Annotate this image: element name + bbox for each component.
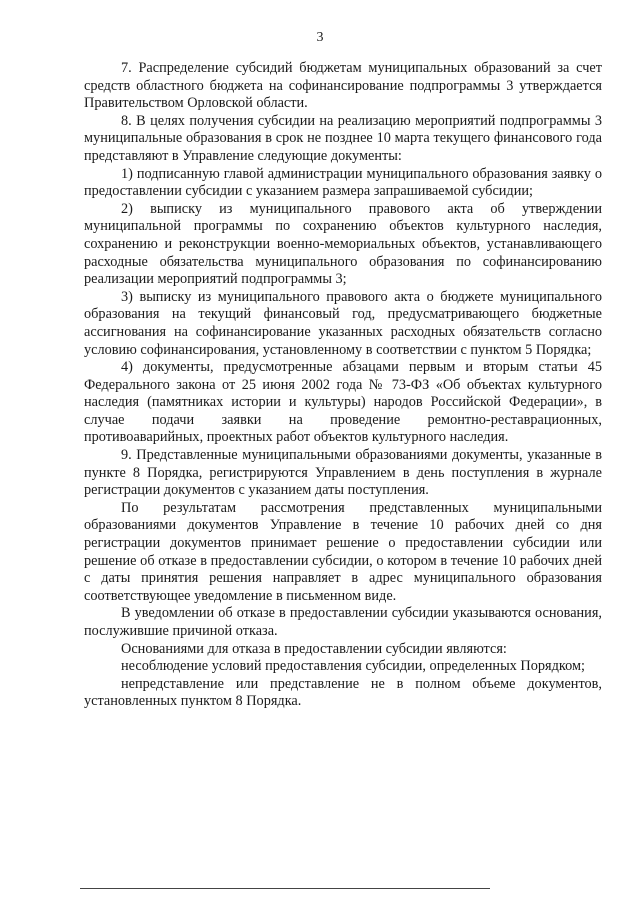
paragraph-9-registration: 9. Представленные муниципальными образованиями документы, указанные в пункте 8 Порядка, регистрируются Управлением в день поступления в журнале регистрации документов с указанием даты поступления. xyxy=(84,447,602,499)
paragraph-refusal-grounds-intro: Основаниями для отказа в предоставлении субсидии являются: xyxy=(121,640,507,657)
paragraph-refusal-notice: В уведомлении об отказе в предоставлении субсидии указываются основания, послужившие причиной отказа. xyxy=(84,605,602,639)
refusal-ground-1: несоблюдение условий предоставления субсидии, определенных Порядком; xyxy=(121,658,585,675)
refusal-ground-2: непредставление или представление не в полном объеме документов, установленных пунктом 8 Порядка. xyxy=(84,675,602,710)
page-number: 3 xyxy=(316,30,324,45)
document-body xyxy=(84,60,602,711)
paragraph-7-distribution: 7. Распределение субсидий бюджетам муниципальных образований за счет средств областного бюджета на софинансирование подпрограммы 3 утверждается Правительством Орловской области. xyxy=(84,60,602,112)
paragraph-8-documents: 8. В целях получения субсидии на реализацию мероприятий подпрограммы 3 муниципальные образования в срок не позднее 10 марта текущего финансового года представляют в Управление следующие документы: xyxy=(84,112,602,164)
document-item-2-program-extract: 2) выписку из муниципального правового акта об утверждении муниципальной программы по сохранению объектов культурного наследия, сохранению и реконструкции военно-мемориальных объектов, устанавливающего расходные обязательства муниципального образования по софинансированию реализации мероприятий подпрограммы 3; xyxy=(84,200,602,288)
document-item-1-application: 1) подписанную главой администрации муниципального образования заявку о предоставлении субсидии с указанием размера запрашиваемой субсидии; xyxy=(84,165,602,200)
document-item-4-federal-law-documents: 4) документы, предусмотренные абзацами первым и вторым статьи 45 Федерального закона от 25 июня 2002 года № 73-ФЗ «Об объектах культурного наследия (памятниках истории и культуры) народов Российской Федерации», в случае подачи заявки на проведение ремонтно-реставрационных, противоаварийных, проектных работ объектов культурного наследия. xyxy=(84,359,602,446)
document-item-3-budget-extract: 3) выписку из муниципального правового акта о бюджете муниципального образования на текущий финансовый год, предусматривающего бюджетные ассигнования на софинансирование указанных расходных обязательств согласно условию софинансирования, установленному в соответствии с пунктом 5 Порядка; xyxy=(84,288,602,358)
paragraph-review-decision: По результатам рассмотрения представленных муниципальными образованиями документов Управление в течение 10 рабочих дней со дня регистрации документов принимает решение о предоставлении субсидии или решение об отказе в предоставлении субсидии, о котором в течение 10 рабочих дней с даты принятия решения направляет в адрес муниципального образования соответствующее уведомление в письменном виде. xyxy=(84,499,602,604)
bottom-rule xyxy=(80,888,490,889)
